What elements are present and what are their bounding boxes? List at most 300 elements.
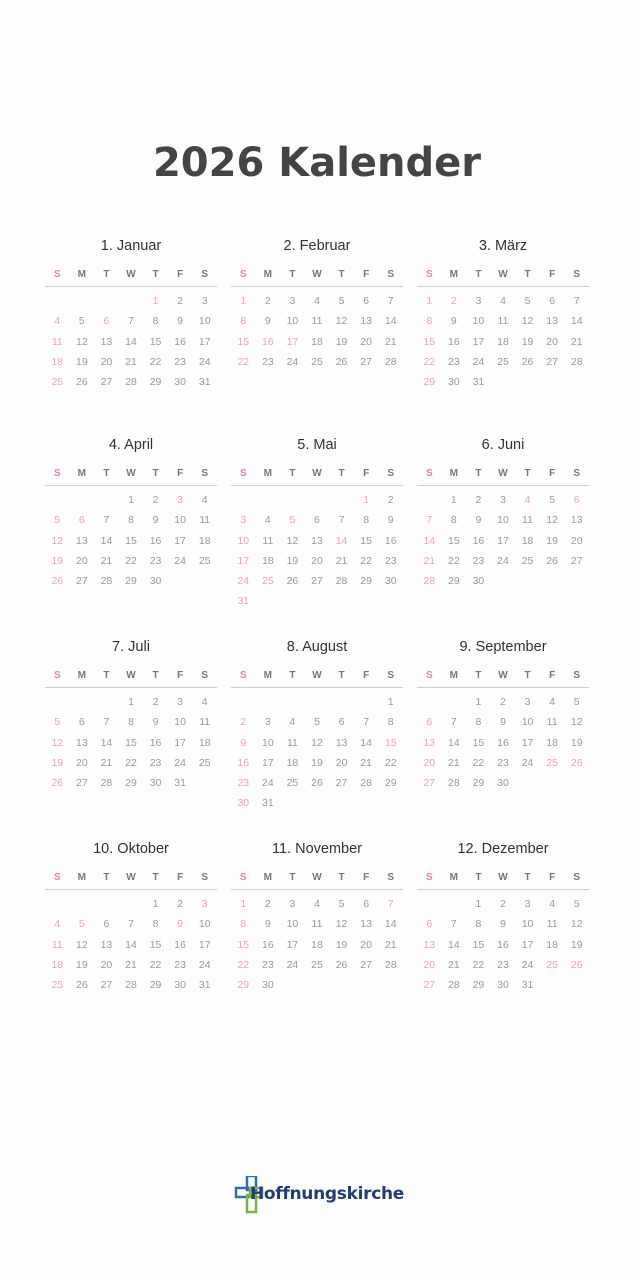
day-cell: 14: [360, 736, 372, 749]
weekday-label: M: [77, 872, 87, 883]
month-name: 4. April: [108, 437, 154, 453]
empty-day: [329, 490, 354, 510]
day-cell: 12: [521, 315, 534, 328]
month-block: [231, 637, 403, 814]
day-cell: 4: [524, 494, 531, 506]
day-cell: 7: [103, 716, 110, 729]
day-cell: 12: [335, 918, 348, 931]
weekday-label: W: [126, 872, 136, 883]
empty-day: [45, 894, 70, 914]
day-cell: 3: [264, 716, 271, 729]
day-cell: 17: [237, 554, 250, 567]
day-cell: 8: [240, 315, 247, 328]
day-cell: 20: [76, 554, 88, 567]
day-cell: 13: [335, 736, 348, 749]
day-cell: 9: [500, 918, 506, 931]
day-cell: 29: [472, 777, 485, 790]
day-cell: 28: [125, 979, 137, 992]
day-cell: 13: [311, 534, 323, 547]
day-cell: 11: [51, 938, 63, 951]
day-cell: 26: [521, 355, 534, 368]
day-cell: 1: [475, 696, 482, 708]
day-cell: 23: [497, 958, 509, 971]
day-cell: 19: [311, 756, 323, 769]
day-cell: 4: [264, 514, 271, 527]
day-cell: 30: [149, 777, 162, 790]
day-cell: 9: [152, 716, 159, 729]
day-cell: 21: [448, 756, 460, 769]
day-cell: 23: [149, 756, 162, 769]
days-grid: [45, 894, 217, 995]
day-cell: 6: [338, 716, 345, 729]
day-cell: 8: [475, 716, 482, 729]
weekday-label: S: [425, 872, 433, 883]
day-cell: 24: [497, 554, 509, 567]
day-cell: 5: [54, 514, 61, 527]
day-cell: 15: [125, 736, 137, 749]
day-cell: 2: [450, 295, 457, 307]
weekday-label: F: [363, 269, 370, 280]
day-cell: 16: [448, 335, 460, 348]
day-cell: 14: [423, 534, 436, 547]
day-cell: 2: [264, 898, 271, 910]
day-cell: 24: [237, 575, 250, 588]
day-cell: 1: [128, 494, 134, 506]
day-cell: 10: [262, 736, 274, 749]
day-cell: 4: [289, 716, 296, 729]
day-cell: 8: [128, 716, 134, 729]
weekday-label: T: [475, 670, 482, 681]
day-cell: 6: [103, 315, 110, 328]
day-cell: 13: [360, 315, 372, 328]
day-cell: 21: [423, 554, 436, 567]
day-cell: 22: [237, 958, 250, 971]
day-cell: 26: [311, 777, 323, 790]
day-cell: 12: [51, 534, 64, 547]
month-name: 5. Mai: [297, 437, 337, 453]
day-cell: 2: [240, 716, 247, 729]
weekday-label: S: [53, 670, 61, 681]
month-block: [45, 236, 217, 392]
day-cell: 28: [448, 979, 460, 992]
day-cell: 17: [198, 938, 211, 951]
day-cell: 22: [125, 756, 137, 769]
day-cell: 5: [314, 716, 320, 729]
empty-day: [70, 692, 95, 712]
day-cell: 15: [237, 938, 250, 951]
day-cell: 1: [128, 696, 134, 708]
day-cell: 12: [570, 716, 583, 729]
weekday-label: S: [53, 269, 61, 280]
day-cell: 21: [570, 335, 583, 348]
day-cell: 3: [500, 494, 506, 506]
day-cell: 10: [174, 716, 186, 729]
day-cell: 25: [546, 958, 558, 971]
month-name: 11. November: [272, 841, 362, 857]
day-cell: 1: [426, 295, 433, 307]
day-cell: 15: [423, 335, 436, 348]
weekday-label: M: [77, 269, 87, 280]
day-cell: 10: [286, 918, 299, 931]
day-cell: 8: [387, 716, 394, 729]
day-cell: 4: [54, 315, 61, 328]
day-cell: 18: [546, 938, 558, 951]
weekday-label: T: [475, 269, 482, 280]
day-cell: 29: [360, 575, 372, 588]
day-cell: 21: [125, 958, 137, 971]
weekday-label: T: [524, 468, 531, 479]
weekday-header: [45, 269, 217, 287]
days-grid: [231, 894, 403, 995]
day-cell: 17: [286, 335, 299, 348]
days-grid: [417, 291, 589, 392]
day-cell: 2: [177, 898, 184, 910]
day-cell: 15: [448, 534, 460, 547]
day-cell: 20: [423, 958, 436, 971]
day-cell: 31: [237, 595, 250, 608]
day-cell: 15: [237, 335, 250, 348]
day-cell: 19: [521, 335, 534, 348]
days-grid: [45, 291, 217, 392]
weekday-label: T: [289, 468, 296, 479]
day-cell: 27: [100, 376, 113, 389]
day-cell: 27: [423, 979, 436, 992]
day-cell: 17: [472, 335, 485, 348]
weekday-label: T: [152, 468, 159, 479]
day-cell: 9: [264, 918, 271, 931]
day-cell: 6: [314, 514, 320, 527]
day-cell: 5: [573, 898, 580, 910]
weekday-label: T: [338, 468, 345, 479]
day-cell: 6: [363, 898, 370, 910]
day-cell: 19: [335, 335, 348, 348]
day-cell: 12: [311, 736, 323, 749]
day-cell: 9: [152, 514, 159, 527]
weekday-label: M: [449, 468, 459, 479]
day-cell: 4: [54, 918, 61, 931]
weekday-label: F: [549, 269, 556, 280]
day-cell: 25: [198, 554, 211, 567]
day-cell: 17: [521, 938, 534, 951]
day-cell: 21: [335, 554, 348, 567]
day-cell: 30: [497, 777, 509, 790]
day-cell: 11: [311, 918, 323, 931]
day-cell: 5: [549, 494, 556, 506]
weekday-label: W: [498, 872, 508, 883]
day-cell: 7: [103, 514, 110, 527]
day-cell: 19: [76, 355, 88, 368]
weekday-label: T: [524, 872, 531, 883]
month-name: 7. Juli: [112, 639, 150, 655]
day-cell: 13: [570, 514, 583, 527]
day-cell: 27: [360, 958, 372, 971]
weekday-label: M: [263, 670, 273, 681]
day-cell: 14: [570, 315, 583, 328]
day-cell: 21: [125, 355, 137, 368]
day-cell: 2: [387, 494, 394, 506]
day-cell: 22: [423, 355, 436, 368]
day-cell: 5: [338, 898, 345, 910]
day-cell: 24: [174, 756, 186, 769]
day-cell: 12: [546, 514, 558, 527]
day-cell: 15: [384, 736, 397, 749]
month-block: [417, 839, 589, 995]
day-cell: 21: [100, 756, 113, 769]
weekday-header: [417, 468, 589, 486]
day-cell: 10: [472, 315, 485, 328]
day-cell: 2: [500, 898, 506, 910]
weekday-header: [45, 468, 217, 486]
day-cell: 12: [76, 335, 88, 348]
weekday-label: T: [475, 872, 482, 883]
weekday-label: M: [263, 468, 273, 479]
day-cell: 16: [497, 736, 509, 749]
weekday-label: M: [263, 269, 273, 280]
day-cell: 24: [174, 554, 186, 567]
day-cell: 16: [237, 756, 250, 769]
weekday-label: W: [498, 468, 508, 479]
weekday-label: T: [524, 269, 531, 280]
day-cell: 8: [152, 918, 159, 931]
day-cell: 20: [100, 958, 113, 971]
day-cell: 10: [198, 315, 211, 328]
day-cell: 17: [286, 938, 299, 951]
empty-day: [305, 692, 330, 712]
day-cell: 21: [100, 554, 113, 567]
weekday-label: S: [573, 269, 581, 280]
weekday-label: M: [449, 670, 459, 681]
day-cell: 26: [286, 575, 299, 588]
days-grid: [417, 692, 589, 793]
day-cell: 9: [240, 736, 247, 749]
day-cell: 22: [149, 958, 162, 971]
weekday-label: W: [312, 872, 322, 883]
day-cell: 29: [125, 777, 137, 790]
empty-day: [70, 490, 95, 510]
day-cell: 28: [125, 376, 137, 389]
weekday-label: S: [239, 670, 247, 681]
day-cell: 23: [262, 958, 274, 971]
day-cell: 22: [448, 554, 460, 567]
day-cell: 19: [546, 534, 558, 547]
day-cell: 28: [570, 355, 583, 368]
day-cell: 28: [384, 958, 397, 971]
day-cell: 3: [177, 494, 184, 506]
day-cell: 29: [149, 979, 162, 992]
weekday-label: S: [387, 872, 395, 883]
day-cell: 7: [128, 315, 134, 328]
day-cell: 10: [521, 918, 534, 931]
day-cell: 2: [152, 696, 159, 708]
day-cell: 23: [174, 958, 186, 971]
weekday-label: S: [239, 269, 247, 280]
day-cell: 4: [549, 898, 556, 910]
day-cell: 13: [423, 938, 436, 951]
day-cell: 26: [570, 958, 583, 971]
weekday-label: T: [338, 670, 345, 681]
day-cell: 15: [472, 736, 485, 749]
weekday-label: W: [126, 670, 136, 681]
weekday-label: T: [152, 872, 159, 883]
day-cell: 23: [472, 554, 485, 567]
empty-day: [417, 894, 442, 914]
empty-day: [94, 894, 119, 914]
day-cell: 24: [521, 756, 534, 769]
weekday-label: W: [312, 468, 322, 479]
day-cell: 24: [521, 958, 534, 971]
month-block: [231, 839, 403, 995]
empty-day: [45, 490, 70, 510]
month-name: 12. Dezember: [457, 841, 549, 857]
day-cell: 23: [174, 355, 186, 368]
weekday-header: [231, 269, 403, 287]
month-block: [231, 236, 403, 372]
day-cell: 16: [262, 335, 274, 348]
day-cell: 6: [103, 918, 110, 931]
day-cell: 29: [125, 575, 137, 588]
day-cell: 10: [497, 514, 509, 527]
day-cell: 24: [286, 355, 299, 368]
empty-day: [442, 692, 467, 712]
day-cell: 7: [128, 918, 134, 931]
weekday-label: W: [126, 269, 136, 280]
days-grid: [231, 291, 403, 372]
day-cell: 9: [450, 315, 457, 328]
day-cell: 9: [387, 514, 394, 527]
empty-day: [45, 692, 70, 712]
day-cell: 17: [521, 736, 534, 749]
weekday-label: S: [387, 468, 395, 479]
day-cell: 5: [78, 315, 85, 328]
day-cell: 15: [360, 534, 372, 547]
day-cell: 3: [201, 898, 208, 910]
day-cell: 13: [100, 938, 113, 951]
day-cell: 8: [475, 918, 482, 931]
day-cell: 11: [199, 716, 211, 729]
day-cell: 14: [100, 534, 113, 547]
weekday-label: S: [573, 872, 581, 883]
weekday-label: M: [77, 468, 87, 479]
weekday-label: M: [449, 269, 459, 280]
day-cell: 30: [384, 575, 397, 588]
day-cell: 29: [472, 979, 485, 992]
day-cell: 31: [472, 376, 485, 389]
day-cell: 13: [360, 918, 372, 931]
day-cell: 26: [335, 355, 348, 368]
day-cell: 27: [570, 554, 583, 567]
day-cell: 10: [174, 514, 186, 527]
month-block: [45, 637, 217, 793]
day-cell: 27: [546, 355, 558, 368]
month-name: 1. Januar: [100, 238, 162, 254]
day-cell: 9: [177, 918, 184, 931]
day-cell: 6: [573, 494, 580, 506]
day-cell: 8: [152, 315, 159, 328]
day-cell: 9: [475, 514, 482, 527]
day-cell: 14: [125, 938, 137, 951]
day-cell: 5: [338, 295, 345, 307]
day-cell: 10: [286, 315, 299, 328]
day-cell: 29: [448, 575, 460, 588]
day-cell: 11: [546, 716, 558, 729]
day-cell: 24: [198, 355, 211, 368]
day-cell: 27: [335, 777, 348, 790]
day-cell: 16: [384, 534, 397, 547]
day-cell: 14: [100, 736, 113, 749]
day-cell: 16: [149, 534, 162, 547]
weekday-label: F: [549, 872, 556, 883]
day-cell: 1: [475, 898, 482, 910]
day-cell: 10: [237, 534, 250, 547]
day-cell: 9: [264, 315, 271, 328]
empty-day: [231, 490, 256, 510]
weekday-label: F: [549, 468, 556, 479]
day-cell: 19: [286, 554, 299, 567]
day-cell: 28: [384, 355, 397, 368]
weekday-label: F: [177, 872, 184, 883]
day-cell: 4: [314, 295, 320, 307]
weekday-header: [45, 872, 217, 890]
day-cell: 5: [573, 696, 580, 708]
day-cell: 3: [524, 898, 531, 910]
day-cell: 18: [311, 938, 323, 951]
day-cell: 23: [262, 355, 274, 368]
weekday-label: T: [524, 670, 531, 681]
day-cell: 26: [335, 958, 348, 971]
day-cell: 6: [426, 716, 433, 729]
day-cell: 25: [286, 777, 299, 790]
empty-day: [417, 490, 442, 510]
day-cell: 14: [335, 534, 348, 547]
day-cell: 28: [360, 777, 372, 790]
day-cell: 18: [198, 736, 211, 749]
weekday-label: F: [177, 269, 184, 280]
empty-day: [231, 692, 256, 712]
weekday-label: S: [201, 872, 209, 883]
day-cell: 25: [497, 355, 509, 368]
month-block: [417, 637, 589, 793]
day-cell: 18: [497, 335, 509, 348]
weekday-label: S: [425, 468, 433, 479]
weekday-label: T: [475, 468, 482, 479]
day-cell: 8: [450, 514, 457, 527]
month-block: [417, 236, 589, 392]
day-cell: 29: [149, 376, 162, 389]
weekday-label: T: [289, 269, 296, 280]
day-cell: 11: [546, 918, 558, 931]
day-cell: 26: [76, 979, 88, 992]
page-title: 2026 Kalender: [152, 140, 482, 186]
day-cell: 1: [152, 898, 159, 910]
weekday-label: F: [363, 872, 370, 883]
weekday-label: S: [201, 670, 209, 681]
empty-day: [45, 291, 70, 311]
day-cell: 7: [387, 295, 394, 307]
empty-day: [119, 291, 144, 311]
day-cell: 25: [262, 575, 274, 588]
day-cell: 1: [152, 295, 159, 307]
day-cell: 1: [240, 295, 247, 307]
empty-day: [119, 894, 144, 914]
weekday-label: T: [103, 269, 110, 280]
day-cell: 30: [237, 797, 250, 810]
day-cell: 9: [177, 315, 184, 328]
day-cell: 6: [549, 295, 556, 307]
weekday-label: T: [289, 670, 296, 681]
days-grid: [417, 894, 589, 995]
weekday-label: S: [387, 670, 395, 681]
month-name: 8. August: [286, 639, 348, 655]
